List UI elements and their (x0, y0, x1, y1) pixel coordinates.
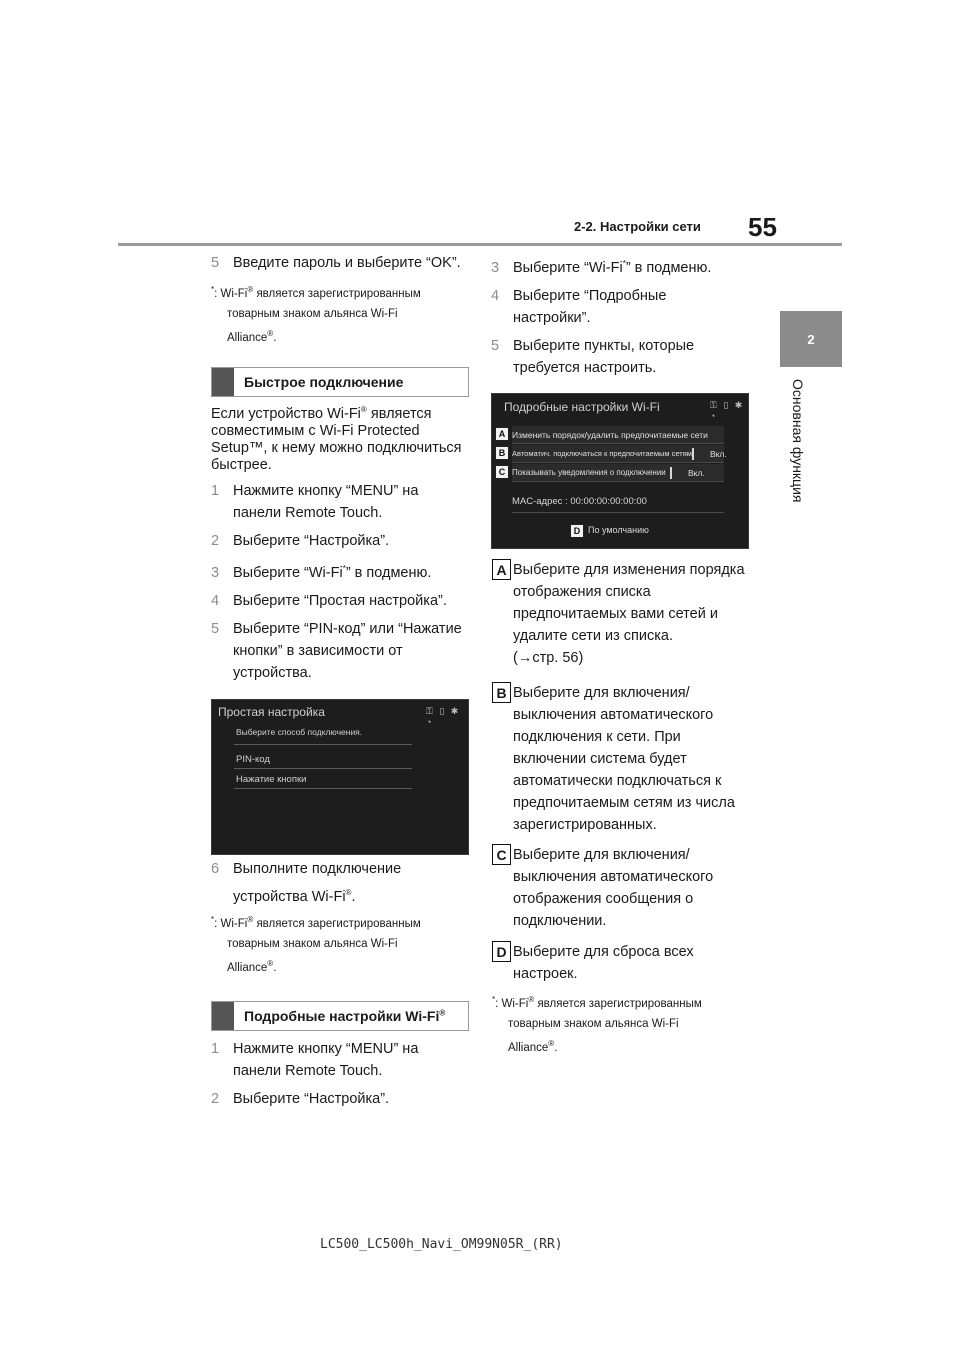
desc-line: выключения автоматического (513, 707, 714, 723)
row-change-order[interactable] (512, 426, 724, 444)
desc-line: настроек. (513, 966, 578, 982)
callout-d: D (492, 941, 511, 962)
step-number: 4 (211, 593, 220, 609)
heading-marker (212, 368, 234, 396)
step-text: Выберите “Подробные (513, 288, 667, 304)
quick-step-2 (211, 530, 473, 552)
row-show-notifications[interactable] (512, 464, 724, 482)
registered-mark: ® (528, 995, 535, 1005)
step-6-connect (211, 858, 473, 908)
quick-step-1 (211, 480, 473, 524)
quick-connect-intro (211, 406, 473, 474)
detailed-step-2 (211, 1088, 473, 1110)
intro-text: Если устройство Wi-Fi (211, 406, 361, 422)
desc-line: подключения к сети. При (513, 729, 681, 745)
desc-line: включении система будет (513, 751, 687, 767)
step-number: 1 (211, 483, 220, 499)
footnote-text: Alliance (227, 962, 268, 974)
footnote-star: * (211, 285, 215, 295)
label-c: C (495, 465, 509, 479)
step-text: Выберите “Простая настройка”. (233, 593, 447, 609)
footnote-text: : Wi-Fi (214, 918, 248, 930)
quick-step-5 (211, 618, 473, 684)
description-b (513, 682, 763, 836)
step-text: Выберите “Настройка”. (233, 1091, 390, 1107)
footnote-line (211, 958, 471, 978)
desc-line: выключения автоматического (513, 869, 714, 885)
step-number: 5 (211, 621, 220, 637)
page-number: 55 (748, 212, 777, 242)
step-text: ” в подменю. (345, 565, 432, 581)
footnote-text: . (273, 962, 277, 974)
footnote (211, 284, 471, 348)
intro-text: является (366, 406, 432, 422)
description-d (513, 941, 763, 985)
intro-text: Setup™, к нему можно подключиться (211, 440, 462, 456)
screen-title: Простая настройка (218, 705, 325, 719)
footnote-text: . (273, 332, 277, 344)
right-step-4 (491, 285, 753, 329)
footnote-text: Alliance (508, 1042, 549, 1054)
footnote-line: товарным знаком альянса Wi-Fi (227, 938, 398, 950)
section-title: 2-2. Настройки сети (574, 219, 701, 234)
step-number: 2 (211, 533, 220, 549)
status-icons: ⚿ ▯ ✱ ◔ (426, 706, 461, 727)
step-text: Выберите пункты, которые (513, 338, 695, 354)
desc-line: удалите сети из списка. (513, 628, 674, 644)
desc-line: отображения сообщения о (513, 891, 694, 907)
step-text: Нажмите кнопку “MENU” на (233, 483, 419, 499)
step-text: настройки”. (513, 310, 591, 326)
mac-address: MAC-адрес : 00:00:00:00:00:00 (512, 496, 647, 507)
heading-label: Подробные настройки Wi-Fi (244, 1008, 440, 1024)
chapter-title: Основная функция (790, 379, 806, 503)
header-rule (118, 243, 842, 246)
step-text: панели Remote Touch. (233, 1063, 383, 1079)
footnote-line: товарным знаком альянса Wi-Fi (508, 1018, 679, 1030)
desc-line: Выберите для включения/ (513, 847, 690, 863)
heading-detailed-wifi (211, 1001, 469, 1031)
step-number: 1 (211, 1041, 220, 1057)
registered-mark: ® (360, 405, 367, 415)
detailed-step-1 (211, 1038, 473, 1082)
footnote-line (211, 328, 471, 348)
step-text: ” в подменю. (625, 260, 712, 276)
heading-text: Быстрое подключение (244, 374, 404, 390)
right-step-3 (491, 257, 753, 279)
step-5-password (211, 252, 471, 274)
page-reference[interactable]: (→стр. 56) (513, 650, 584, 666)
footnote-text: : Wi-Fi (495, 998, 529, 1010)
step-number: 6 (211, 861, 220, 877)
callout-c: C (492, 844, 511, 865)
intro-text: быстрее. (211, 457, 272, 473)
step-number: 3 (491, 260, 500, 276)
divider (512, 512, 724, 513)
option-pin-code[interactable]: PIN-код (236, 754, 270, 765)
heading-quick-connect (211, 367, 469, 397)
divider (234, 788, 412, 789)
right-step-5 (491, 335, 753, 379)
footnote-text: : Wi-Fi (214, 288, 248, 300)
chapter-tab (780, 311, 842, 367)
screenshot-easy-setup (211, 699, 469, 855)
footnote-text: является зарегистрированным (253, 288, 421, 300)
footnote-star: * (211, 915, 215, 925)
label-d: D (570, 524, 584, 538)
quick-step-4 (211, 590, 473, 612)
label-b: B (495, 446, 509, 460)
quick-step-3 (211, 562, 473, 584)
toggle-indicator (670, 467, 672, 479)
step-text: Выберите “Wi-Fi (513, 260, 623, 276)
callout-a: A (492, 559, 511, 580)
step-number: 2 (211, 1091, 220, 1107)
option-push-button[interactable]: Нажатие кнопки (236, 774, 307, 785)
row-value (692, 448, 727, 460)
step-text: Выполните подключение (233, 861, 402, 877)
row-label: Показывать уведомления о подключении (512, 468, 666, 477)
default-button[interactable]: По умолчанию (588, 525, 649, 535)
document-code: LC500_LC500h_Navi_OM99N05R_(RR) (320, 1237, 563, 1252)
desc-line: Выберите для сброса всех (513, 944, 694, 960)
step-number: 4 (491, 288, 500, 304)
heading-text (234, 1008, 445, 1024)
toggle-indicator (692, 448, 694, 460)
description-c (513, 844, 763, 932)
desc-line: зарегистрированных. (513, 817, 657, 833)
desc-line: подключении. (513, 913, 607, 929)
step-text: устройства. (233, 665, 312, 681)
heading-marker (212, 1002, 234, 1030)
divider (234, 768, 412, 769)
desc-line: предпочитаемым сетям из числа (513, 795, 735, 811)
row-label: Автоматич. подключаться к предпочитаемым сетям (512, 449, 692, 458)
registered-mark: ® (439, 1008, 446, 1018)
footnote (211, 914, 471, 978)
row-value-text: Вкл. (688, 467, 705, 478)
desc-line: Выберите для включения/ (513, 685, 690, 701)
registered-mark: ® (267, 329, 274, 339)
footnote-text: . (554, 1042, 558, 1054)
description-a (513, 559, 763, 669)
step-text: Введите пароль и выберите “OK”. (233, 255, 461, 271)
footnote-text: Alliance (227, 332, 268, 344)
row-value-text: Вкл. (709, 448, 727, 459)
step-text: панели Remote Touch. (233, 505, 383, 521)
footnote-line (492, 1038, 762, 1058)
callout-b: B (492, 682, 511, 703)
footnote-line: товарным знаком альянса Wi-Fi (227, 308, 398, 320)
step-text: Выберите “Wi-Fi (233, 565, 343, 581)
desc-line: Выберите для изменения порядка (513, 562, 745, 578)
row-auto-connect[interactable] (512, 445, 727, 463)
footnote-text: является зарегистрированным (534, 998, 702, 1010)
registered-mark: ® (548, 1039, 555, 1049)
intro-text: совместимым с Wi-Fi Protected (211, 423, 420, 439)
step-text: устройства Wi-Fi (233, 889, 346, 905)
step-text: требуется настроить. (513, 360, 657, 376)
desc-line: отображения списка (513, 584, 651, 600)
registered-mark: ® (267, 959, 274, 969)
step-text: Выберите “Настройка”. (233, 533, 390, 549)
registered-mark: ® (247, 915, 254, 925)
step-number: 5 (211, 255, 220, 271)
step-text: Нажмите кнопку “MENU” на (233, 1041, 419, 1057)
divider (234, 744, 412, 745)
step-number: 3 (211, 565, 220, 581)
footnote-star: * (492, 995, 496, 1005)
screen-prompt: Выберите способ подключения. (236, 727, 363, 737)
step-text: Выберите “PIN-код” или “Нажатие (233, 621, 462, 637)
footnote (492, 994, 762, 1058)
row-label: Изменить порядок/удалить предпочитаемые сети (512, 429, 708, 440)
desc-line: предпочитаемых вами сетей и (513, 606, 718, 622)
footnote-star: * (342, 564, 346, 574)
status-icons: ⚿ ▯ ✱ ◔ (710, 400, 745, 421)
step-number: 5 (491, 338, 500, 354)
registered-mark: ® (247, 285, 254, 295)
screen-title: Подробные настройки Wi-Fi (504, 400, 660, 414)
footnote-text: является зарегистрированным (253, 918, 421, 930)
step-text: . (351, 889, 356, 905)
registered-mark: ® (345, 888, 352, 898)
chapter-number: 2 (807, 331, 815, 347)
step-text: кнопки” в зависимости от (233, 643, 403, 659)
row-value (670, 467, 724, 479)
desc-line: автоматически подключаться к (513, 773, 722, 789)
screenshot-detailed-wifi (491, 393, 749, 549)
label-a: A (495, 427, 509, 441)
footnote-star: * (622, 259, 626, 269)
